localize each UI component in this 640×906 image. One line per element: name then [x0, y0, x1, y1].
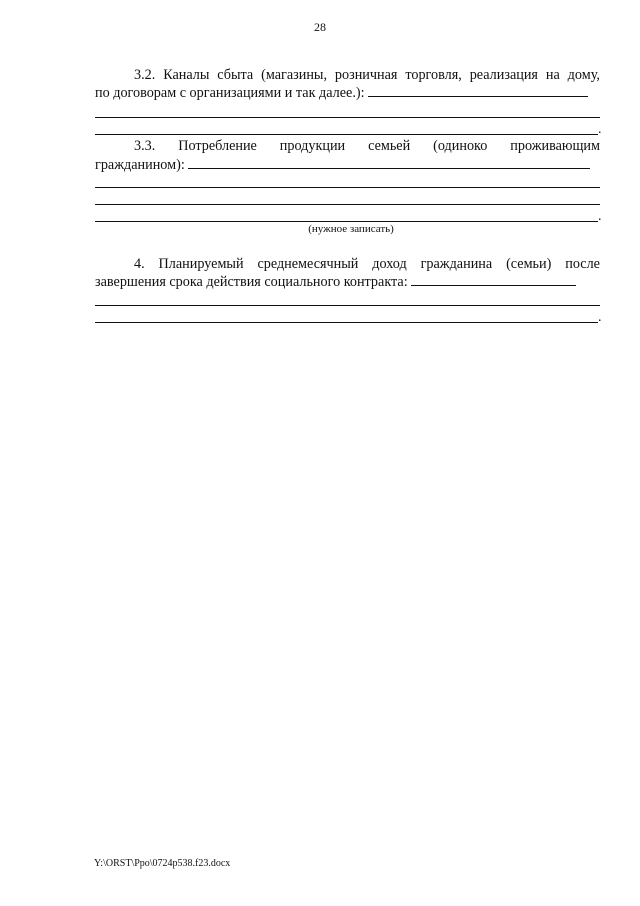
word: после [565, 256, 600, 272]
word: дому, [567, 67, 600, 83]
word: (магазины, [261, 67, 327, 83]
blank-line[interactable] [95, 134, 598, 135]
word: 3.3. [134, 138, 156, 154]
word: Каналы [163, 67, 210, 83]
word: на [545, 67, 560, 83]
word: проживающим [510, 138, 600, 154]
word: среднемесячный [257, 256, 359, 272]
hint-text: (нужное записать) [308, 223, 394, 235]
blank-line[interactable] [95, 305, 600, 306]
blank-line[interactable] [95, 187, 600, 188]
word: сбыта [217, 67, 254, 83]
section-3-3-line-1 [134, 138, 600, 155]
word: доход [372, 256, 407, 272]
fill-line[interactable] [368, 84, 588, 97]
word: 4. [134, 256, 145, 272]
blank-line[interactable] [95, 117, 600, 118]
word: Планируемый [158, 256, 244, 272]
section-3-2-line-2 [95, 84, 600, 101]
section-4-line-2 [95, 273, 600, 290]
line-end-mark: . [598, 310, 602, 325]
word: реализация [469, 67, 538, 83]
line-end-mark: . [598, 122, 602, 137]
word: семьей [368, 138, 411, 154]
file-path-footer: Y:\ORST\Ppo\0724p538.f23.docx [94, 858, 231, 869]
word: 3.2. [134, 67, 156, 83]
line-end-mark: . [598, 209, 602, 224]
word: (одиноко [433, 138, 488, 154]
blank-line[interactable] [95, 204, 600, 205]
word: продукции [279, 138, 346, 154]
fill-line[interactable] [188, 156, 590, 169]
word: гражданина [420, 256, 493, 272]
word: (семьи) [506, 256, 552, 272]
section-3-3-label: гражданином): [95, 157, 185, 173]
section-4-line-1 [134, 256, 600, 273]
blank-line[interactable] [95, 221, 598, 222]
section-3-3-line-2 [95, 156, 600, 173]
word: Потребление [178, 138, 257, 154]
section-3-2-label: по договорам с организациями и так далее.): [95, 85, 365, 101]
word: торговля, [405, 67, 462, 83]
fill-line[interactable] [411, 273, 576, 286]
page-number: 28 [314, 20, 326, 34]
section-3-2-line-1 [134, 67, 600, 84]
section-4-label: завершения срока действия социального контракта: [95, 274, 408, 290]
word: розничная [334, 67, 398, 83]
blank-line[interactable] [95, 322, 598, 323]
